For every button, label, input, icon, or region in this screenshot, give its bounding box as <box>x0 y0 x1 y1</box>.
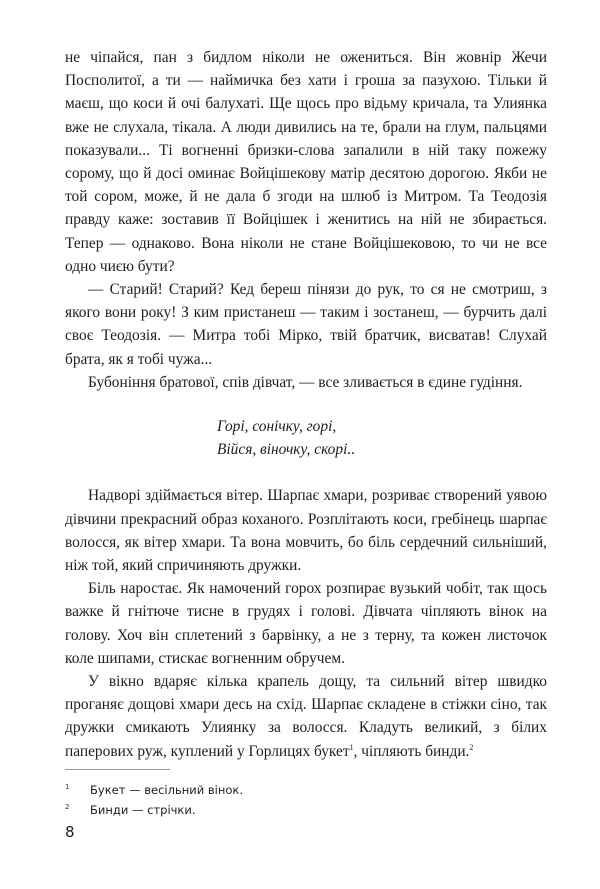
paragraph-text: , чіпляють бинди. <box>353 742 470 760</box>
paragraph: Надворі здіймається вітер. Шарпає хмари, розриває створений уявою дівчини прекрасний образ коханого. Розплітають коси, гребінець шарпає волосся, як вітер хмари. Та вона мовчить, бо біль сердечний сильніший, ніж той, який спричиняють дружки. <box>65 487 547 575</box>
paragraph: — Старий! Старий? Кед береш пінязи до рук, то ся не смотриш, з якого вони року! З ким пристанеш — таким і зостанеш, — бурчить далі своє Теодозія. — Митра тобі Мірко, твій братчик, висватав! Слухай брата, як я тобі чужа... <box>65 281 547 368</box>
footnote-mark: 1 <box>65 782 70 791</box>
poem-line: Війся, віночку, скорі.. <box>217 441 356 459</box>
paragraph: не чіпайся, пан з бидлом ніколи не ожениться. Він жовнір Жечи Посполитої, а ти — наймичка без хати і гроша за пазухою. Тільки й маєш, що коси й очі балухаті. Ще щось про відьму кричала, та Улиянка вже не слухала, тікала. А люди дивились на те, брали на глум, пальцями показували... Ті вогненні бризки-слова запалили в ній таку пожежу сорому, що й досі оминає Войцішекову матір десятою дорогою. Якби не той сором, може, й не дала б згоди на шлюб із Митром. Та Теодозія правду каже: зоставив її Войцішек і женитись на ній не збирається. Тепер — однаково. Вона ніколи не стане Войцішековою, то чи не все одно чиєю бути? <box>65 49 547 275</box>
poem-stanza <box>217 415 547 461</box>
footnotes <box>65 780 547 820</box>
footnote-text: Бинди — стрічки. <box>90 802 196 817</box>
footnote <box>65 780 547 800</box>
paragraph-text: У вікно вдаряє кілька крапель дощу, та сильний вітер швидко проганяє дощові хмари десь на схід. Шарпає складене в стіжки сіно, так дружки смикають Улиянку за волосся. Кладуть великий, з білих паперових руж, куплений у Горлицях букет <box>65 673 547 760</box>
page-number: 8 <box>65 823 75 841</box>
paragraph <box>65 670 547 763</box>
paragraph: Біль наростає. Як намочений горох розпирає вузький чобіт, так щось важке й гнітюче тисне в грудях і голові. Дівчата чіпляють вінок на голову. Хоч він сплетений з барвінку, а не з терну, та кожен листочок коле шипами, стискає вогненним обручем. <box>65 580 547 667</box>
poem-line: Горі, сонічку, горі, <box>217 418 337 436</box>
footnote-text: Букет — весільний вінок. <box>90 782 243 797</box>
footnote-divider <box>65 769 170 770</box>
footnote-reference[interactable]: 2 <box>469 742 474 752</box>
footnote-mark: 2 <box>65 802 70 811</box>
page-body <box>65 46 547 820</box>
footnote <box>65 800 547 820</box>
footnote-reference[interactable]: 1 <box>349 742 354 752</box>
paragraph: Бубоніння братової, спів дівчат, — все зливається в єдине гудіння. <box>88 373 523 391</box>
